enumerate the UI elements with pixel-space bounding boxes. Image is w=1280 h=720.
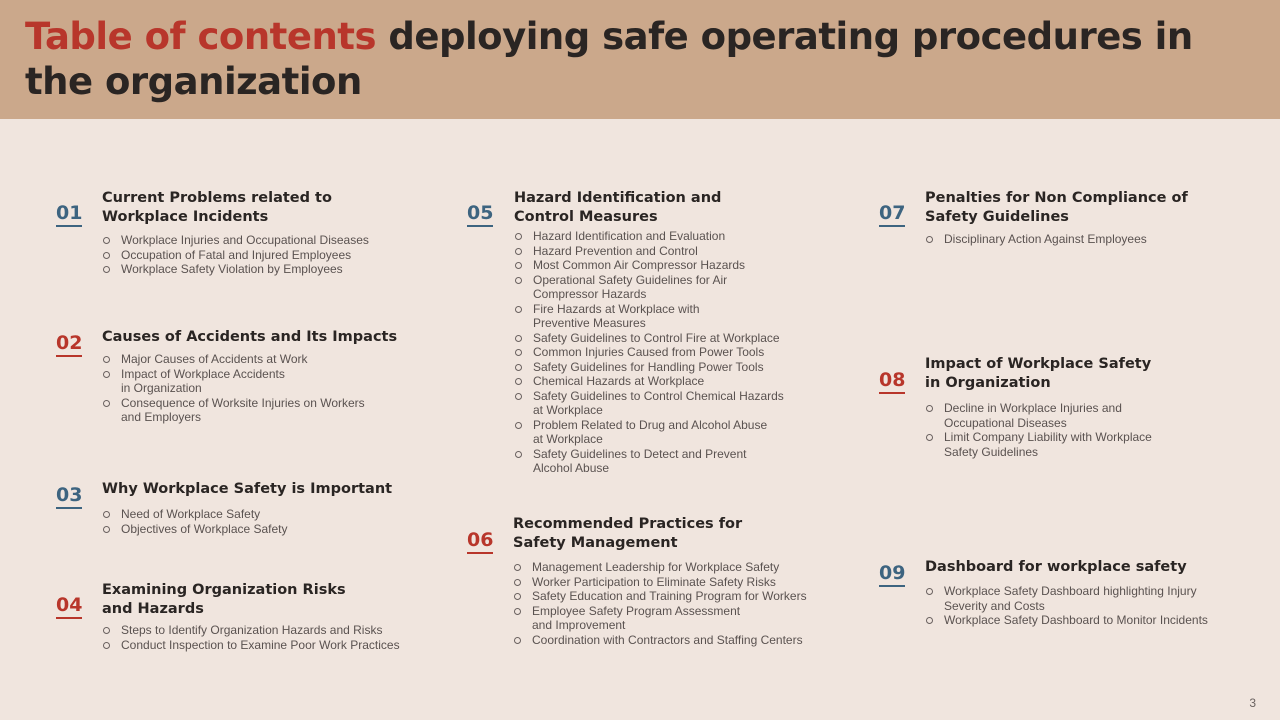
item-line: at Workplace: [533, 403, 603, 417]
section-title-line: Control Measures: [514, 209, 658, 225]
section-title-line: Impact of Workplace Safety: [925, 356, 1152, 372]
item-line: Safety Guidelines to Control Fire at Workplace: [533, 330, 780, 345]
item-line: Safety Guidelines to Detect and Prevent: [533, 446, 747, 461]
list-item: [514, 331, 844, 346]
item-line: Objectives of Workplace Safety: [121, 521, 288, 536]
section-items: [102, 623, 432, 652]
section-title: [102, 480, 422, 499]
item-line: Severity and Costs: [944, 598, 1045, 613]
list-item: [514, 389, 844, 418]
section-title-line: Workplace Incidents: [102, 209, 269, 225]
section-number: 03: [56, 484, 82, 509]
section-title-line: Current Problems related to: [102, 190, 332, 206]
section-number: 07: [879, 202, 905, 227]
item-line: Workplace Injuries and Occupational Diseases: [121, 233, 369, 247]
section-title-line: Why Workplace Safety is Important: [102, 481, 393, 497]
item-line: Preventive Measures: [533, 316, 646, 330]
list-item: [514, 273, 844, 302]
list-item: [102, 248, 422, 263]
section-title-line: Causes of Accidents and Its Impacts: [102, 329, 398, 345]
list-item: [102, 262, 422, 277]
list-item: [514, 360, 844, 375]
section-number: 04: [56, 594, 82, 619]
item-line: Impact of Workplace Accidents: [121, 366, 285, 381]
section-title-line: Dashboard for workplace safety: [925, 559, 1187, 575]
section-items: [102, 507, 422, 536]
section-number: 05: [467, 202, 493, 227]
section-number: 06: [467, 529, 493, 554]
item-line: Conduct Inspection to Examine Poor Work Practices: [121, 637, 400, 652]
section-title: [925, 355, 1245, 393]
item-line: Safety Guidelines for Handling Power Tools: [533, 359, 764, 374]
header-band: [0, 0, 1280, 119]
list-item: [925, 232, 1245, 247]
section-title-line: and Hazards: [102, 601, 204, 617]
item-line: Coordination with Contractors and Staffing Centers: [532, 632, 803, 647]
item-line: Need of Workplace Safety: [121, 507, 261, 521]
list-item: [514, 258, 844, 273]
section-title-line: in Organization: [925, 375, 1051, 391]
item-line: Safety Education and Training Program for Workers: [532, 589, 807, 603]
item-line: Most Common Air Compressor Hazards: [533, 258, 746, 272]
list-item: [514, 418, 844, 447]
section-items: [102, 233, 422, 277]
list-item: [513, 633, 853, 648]
section-title-line: Safety Management: [513, 535, 678, 551]
list-item: [514, 302, 844, 331]
list-item: [513, 604, 853, 633]
page-title: [25, 14, 1265, 104]
item-line: Chemical Hazards at Workplace: [533, 374, 705, 388]
section-number: 02: [56, 332, 82, 357]
item-line: Steps to Identify Organization Hazards and Risks: [121, 623, 383, 637]
list-item: [925, 613, 1255, 628]
section-title-line: Examining Organization Risks: [102, 582, 346, 598]
list-item: [514, 374, 844, 389]
list-item: [102, 522, 422, 537]
item-line: Worker Participation to Eliminate Safety Risks: [532, 574, 776, 589]
section-title: [514, 189, 834, 227]
section-title-line: Hazard Identification and: [514, 190, 722, 206]
list-item: [925, 401, 1245, 430]
item-line: and Employers: [121, 410, 202, 424]
list-item: [102, 396, 422, 425]
page-number: 3: [1249, 696, 1256, 710]
item-line: Hazard Prevention and Control: [533, 243, 698, 258]
section-title-line: Recommended Practices for: [513, 516, 743, 532]
list-item: [513, 589, 853, 604]
item-line: Employee Safety Program Assessment: [532, 603, 741, 618]
item-line: in Organization: [121, 381, 202, 395]
list-item: [513, 560, 853, 575]
list-item: [925, 584, 1255, 613]
item-line: Occupational Diseases: [944, 415, 1067, 430]
item-line: Decline in Workplace Injuries and: [944, 401, 1122, 415]
item-line: Safety Guidelines: [944, 444, 1039, 459]
item-line: Workplace Safety Dashboard highlighting Injury: [944, 584, 1197, 598]
item-line: Disciplinary Action Against Employees: [944, 232, 1147, 246]
section-title: [102, 581, 422, 619]
item-line: Management Leadership for Workplace Safety: [532, 560, 780, 574]
list-item: [514, 447, 844, 476]
section-title: [925, 558, 1255, 577]
section-number: 09: [879, 562, 905, 587]
item-line: Workplace Safety Dashboard to Monitor Incidents: [944, 613, 1208, 627]
item-line: Consequence of Worksite Injuries on Workers: [121, 395, 365, 410]
section-items: [925, 401, 1245, 459]
list-item: [102, 623, 432, 638]
list-item: [102, 507, 422, 522]
list-item: [514, 345, 844, 360]
title-rest: deploying safe operating procedures in the organization: [25, 15, 1193, 103]
item-line: Compressor Hazards: [533, 287, 647, 301]
section-items: [925, 584, 1255, 628]
list-item: [925, 430, 1245, 459]
section-title-line: Penalties for Non Compliance of: [925, 190, 1188, 206]
section-title: [925, 189, 1255, 227]
item-line: Occupation of Fatal and Injured Employees: [121, 247, 352, 262]
item-line: Limit Company Liability with Workplace: [944, 430, 1152, 444]
section-title: [102, 328, 422, 347]
item-line: and Improvement: [532, 618, 626, 632]
item-line: Safety Guidelines to Control Chemical Hazards: [533, 388, 784, 403]
title-accent: Table of contents: [25, 15, 377, 58]
section-number: 01: [56, 202, 82, 227]
item-line: at Workplace: [533, 432, 603, 446]
section-items: [925, 232, 1245, 247]
list-item: [102, 367, 422, 396]
item-line: Problem Related to Drug and Alcohol Abuse: [533, 417, 768, 432]
section-title: [513, 515, 833, 553]
section-items: [102, 352, 422, 425]
section-title: [102, 189, 402, 227]
section-title-line: Safety Guidelines: [925, 209, 1069, 225]
list-item: [102, 638, 432, 653]
list-item: [514, 244, 844, 259]
item-line: Fire Hazards at Workplace with: [533, 301, 700, 316]
item-line: Operational Safety Guidelines for Air: [533, 272, 728, 287]
item-line: Common Injuries Caused from Power Tools: [533, 345, 765, 359]
item-line: Workplace Safety Violation by Employees: [121, 262, 343, 276]
item-line: Hazard Identification and Evaluation: [533, 229, 726, 243]
list-item: [102, 352, 422, 367]
item-line: Alcohol Abuse: [533, 461, 610, 475]
section-number: 08: [879, 369, 905, 394]
section-items: [513, 560, 853, 647]
item-line: Major Causes of Accidents at Work: [121, 352, 308, 366]
list-item: [514, 229, 844, 244]
list-item: [102, 233, 422, 248]
section-items: [514, 229, 844, 476]
list-item: [513, 575, 853, 590]
